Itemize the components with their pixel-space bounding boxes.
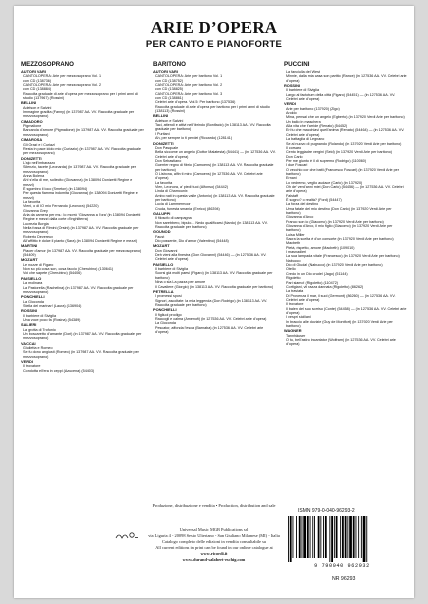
catalog-entry: CANTOLOPERA: Arie per mezzosoprano Vol. 1	[23, 74, 102, 79]
catalog-entry: Cruda, funesta smania (Enrico) (86394)	[155, 206, 220, 211]
catalog-entry: Vieni, o di IO mio Fernando (Leonora) (54220)	[23, 204, 99, 209]
catalog-entry: Un boscaretto d’amante (Dori) (in 137987 AA. VV. Raccolta graduale per mezzosoprano)	[23, 331, 142, 341]
composer-heading: DONIZETTI	[153, 140, 174, 146]
catalog-entry: Lucia di Lammermoor	[155, 202, 191, 207]
catalog-entry: Giovanna d’Arco	[286, 215, 314, 220]
catalog-entry: È sogno? o realtà? (Ford) (54447)	[286, 197, 342, 202]
composer-heading: AUTORI VARI	[21, 69, 46, 74]
barcode-bar	[296, 516, 297, 558]
composer-heading: PAISIELLO	[153, 261, 174, 267]
catalog-entry: Franco son io (Giacomo) (in 137920 Verdi Arie per baritono)	[286, 219, 384, 224]
catalog-entry: Per questa fiamma indomita (Giovanna) (in 138094 Donizetti Regine e mezzi)	[23, 191, 138, 200]
catalog-entry: Se al nuovo dì pugnando (Rolando) (in 137920 Verdi Arie per baritono)	[286, 141, 402, 146]
barcode-bar	[349, 516, 352, 558]
catalog-entry: con CD (138752)	[155, 78, 184, 83]
catalog-entry: Roberto Devereux	[23, 234, 53, 239]
column-heading: MEZZOSOPRANO	[21, 61, 74, 68]
composer-heading: BELLINI	[21, 100, 37, 106]
barcode-bar	[290, 516, 292, 562]
barcode-bars	[286, 516, 398, 562]
catalog-entry: Nella fossa di Rimini (Orsini) (in 137987 AA. VV. Raccolta graduale per mezzosoprano)	[23, 226, 139, 235]
catalog-entry: Don Sebastiano	[155, 158, 182, 163]
composer-heading: MARTINI	[21, 243, 38, 249]
barcode-bar	[318, 516, 320, 558]
catalog-entry: La sua lampada vitale (Francesco) (in 137920 Verdi Arie per baritono)	[286, 254, 400, 259]
website-durand[interactable]: www.durand-salabert-eschig.com	[182, 557, 246, 562]
composer-heading: CIMAROSA	[21, 137, 43, 143]
composer-heading: GOUNOD	[153, 229, 171, 235]
catalog-entry: Voi che sapete (Cherubino) (54406)	[23, 271, 82, 276]
catalog-entry: CANTOLOPERA: Arie per baritono Vol. 3	[155, 91, 223, 96]
composer-heading: AUTORI VARI	[153, 69, 178, 74]
catalog-entry: Il figliuol prodigo	[155, 312, 182, 317]
baritono-column	[153, 61, 276, 496]
catalog-entry: Il balen del suo sorriso (Conte) (54458) — (in 127536 AA. VV. Celebri arie d’opera)	[286, 306, 407, 315]
composer-heading: GALUPPI	[153, 211, 171, 216]
catalog-entry: Anna Bolena	[23, 173, 45, 178]
catalog-entry: Un ballo in maschera	[286, 119, 321, 124]
catalog-entry: L’ajo nell’imbarazzo	[23, 160, 56, 165]
composer-heading: PONCHIELLI	[21, 294, 45, 300]
catalog-entry: con CD (138884)	[23, 87, 52, 92]
catalog-entry: Don Carlo	[286, 154, 303, 159]
barcode-bar	[312, 516, 313, 558]
catalog-entry: Barcarola d’amore (Pigmalione) (in 137987 AA. VV. Raccolta graduale per mezzosoprano)	[23, 128, 144, 137]
catalog-note-en: All current editions in print can be found in our online catalogue at	[155, 545, 273, 550]
composer-heading: WAGNER	[284, 328, 302, 334]
catalog-entry: Raccolta graduale di arie d’opera per baritono per i primi anni di studio (138113) (Rossini)	[155, 104, 270, 114]
catalog-entry: Giovanna d’Arco, il mio figlio (Giacomo) (in 137920 Verdi Arie per baritono)	[286, 224, 393, 233]
catalog-entry: CANTOLOPERA: Arie per baritono Vol. 1	[155, 74, 223, 79]
catalog-entry: Linda di Chamounix	[155, 189, 188, 194]
composer-heading: VACCAI	[21, 340, 36, 346]
catalog-entry: Il barbiere di Siviglia	[23, 313, 56, 318]
catalog-entry: Scorsi già molti paesi (Figaro) (in 138113 AA. VV. Raccolta graduale per baritono)	[155, 271, 273, 280]
catalog-entry: Stella del marinar! (Laura) (136904)	[23, 303, 82, 308]
catalog-entry: Macbeth	[286, 241, 301, 246]
catalog-entry: I masnadieri	[286, 250, 307, 255]
catalog-entry: La battaglia di Legnano	[286, 137, 325, 142]
barcode-bar	[325, 516, 327, 558]
catalog-entry: Raccolta graduale di arie d’opera per mezzosoprano per i primi anni di studio (137967) (Rossini)	[23, 91, 138, 101]
catalog-entry: Il Cavaliere (Giorgio) (in 138113 AA. VV. Raccolta graduale per baritono)	[155, 284, 274, 289]
catalog-entry: Largo al factotum della città (Figaro) (54451) — (in 127536 AA. VV. Celebri arie d’opera)	[286, 92, 396, 102]
catalog-entry: Alla vita che t’arride (Renato) (54452)	[286, 124, 348, 129]
catalog-note-it: Catalogo completo delle edizioni in vendita consultabile su	[161, 539, 266, 544]
catalog-entry: La Gioconda	[155, 321, 176, 326]
catalog-entry: Eri tu che macchiavi quell’anima (Renato) (54464) — (in 127536 AA. VV. Celebri arie d’opera)	[286, 128, 405, 137]
catalog-entry: Se fu dono angiusti (Romeo) (in 137987 AA. VV. Raccolta graduale per mezzosoprano)	[23, 350, 139, 359]
catalog-entry: Celebri arie d’opera. Vol.5: Per baritono (137536)	[155, 100, 236, 105]
composer-heading: BELLINI	[153, 113, 169, 119]
barcode-bar	[345, 516, 347, 558]
composer-heading: VERDI	[21, 359, 33, 364]
catalog-entry: Luisa Miller	[286, 232, 305, 237]
catalog-entry: O vecchio cor che batti (Francesco Foscari) (in 137920 Verdi Arie per baritono)	[286, 167, 399, 176]
production-line: Produzione, distribuzione e vendita • Production, distribution and sale	[152, 503, 276, 508]
catalog-entry: Mina, pensai che un angelo (Egberto) (in 137920 Verdi Arie per baritono)	[286, 115, 405, 120]
barcode-number: 9 790040 962932	[314, 563, 370, 569]
catalog-entry: Adelson e Salvini	[23, 105, 52, 110]
barcode-bar	[329, 516, 330, 562]
catalog-entry: Il filosofo di campagna	[155, 216, 192, 221]
composer-heading: DONIZETTI	[21, 155, 42, 161]
catalog-entry: Vien, Leonora, a’ piedi tuoi (Alfonso) (54442)	[155, 184, 228, 189]
composer-heading: PAISIELLO	[21, 275, 42, 281]
barcode-bar	[334, 516, 335, 558]
catalog-entry: Piacer d’amor (in 137987 AA. VV. Raccolta graduale per mezzosoprano) (54409)	[23, 248, 142, 258]
publisher-address: via Liguria 4 - 20098 Sesto Ulteriano - San Giuliano Milanese (MI) - Italia	[148, 533, 280, 538]
barcode-bar	[363, 516, 366, 562]
catalog-page	[14, 6, 414, 598]
catalog-entry: Adelson e Salvini	[155, 118, 184, 123]
catalog-entry: La favorita	[23, 199, 41, 204]
catalog-entry: La Gioconda	[23, 299, 44, 304]
catalog-entry: In braccio alle dovizie (Guy de Montfort) (in 137920 Verdi Arie per baritono)	[286, 319, 393, 328]
catalog-entry: Pescator, affonda l’esca (Barnaba) (in 127536 AA. VV. Celebri arie d’opera)	[155, 325, 264, 334]
catalog-entry: Non so più cosa son, cosa faccio (Cherubino) (130641)	[23, 267, 114, 272]
catalog-entry: Bella siccome un angelo (Dottor Malatesta) (54441) — (in 127536 AA. VV. Celebri arie d’opera)	[155, 150, 276, 159]
catalog-entry: Tannhäuser	[286, 333, 306, 338]
catalog-entry: Minnie, dalla mia casa son partito (Rance) (in 127536 AA. VV. Celebri arie d’opera)	[286, 74, 407, 83]
barcode-bar	[336, 516, 338, 558]
catalog-entry: O tu, bell’astro incantator (Wolfram) (in 127536 AA. VV. Celebri arie d’opera)	[286, 337, 396, 347]
catalog-entry: Pari siamo! (Rigoletto) (110472)	[286, 280, 338, 285]
catalog-entry: Dio possente, Dio d’amor (Valentino) (54448)	[155, 239, 229, 244]
catalog-entry: Ah! s’ella di me, sollecito (Giovanna) (in 138094 Donizetti Regine e mezzi)	[23, 178, 133, 187]
catalog-entry: Rigoletto	[286, 276, 301, 281]
barcode-bar	[331, 516, 333, 562]
publisher-name: Universal Music MGB Publications srl	[179, 527, 249, 532]
website-ricordi[interactable]: www.ricordi.it	[200, 551, 228, 556]
catalog-entry: Sacra la scelta è d’un consorte (in 137920 Verdi Arie per baritono)	[286, 237, 394, 242]
catalog-entry: Cortigiani, vil razza dannata (Rigoletto) (86262)	[286, 284, 364, 289]
barcode-bar	[358, 516, 359, 558]
barcode-bar	[356, 516, 357, 558]
barcode-bar	[299, 516, 301, 558]
catalog-entry: Il trovatore	[286, 302, 304, 307]
catalog-entry: Aroldo	[286, 111, 297, 116]
catalog-entry: Signori, ascoltate: la mia leggenda (Don Rodrigo) (in 138113 AA. VV. Raccolta graduale per baritono)	[155, 298, 268, 307]
catalog-entry: I vespri siciliani	[286, 315, 311, 320]
composer-heading: SALIERI	[21, 322, 37, 328]
catalog-entry: Deh vieni alla finestra (Don Giovanni) (54446) — (in 127536 AA. VV. Celebri arie d’opera)	[155, 253, 267, 262]
catalog-number: NR 96293	[332, 576, 356, 582]
barcode-bar	[307, 516, 309, 558]
catalog-entry: Taci, attendi e attivi nell’ibrindo (Bonifacio) (in 138113 AA. VV. Raccolta graduale per baritono)	[155, 123, 271, 132]
catalog-entry: con CD (138736)	[23, 78, 52, 83]
ismn-code: ISMN 979-0-040-96293-2	[298, 508, 355, 514]
barcode-bar	[323, 516, 324, 558]
catalog-entry: Otello	[286, 267, 296, 272]
composer-heading: VERDI	[284, 101, 296, 107]
catalog-entry: Silenzio, tacete (Leonarda) (in 137987 AA. VV. Raccolta graduale per mezzosoprano)	[23, 165, 137, 174]
catalog-entry: Gli Orazi e i Curiazi	[23, 142, 55, 147]
barcode-bar	[347, 516, 348, 558]
catalog-entry: con CD (138861)	[155, 96, 184, 101]
catalog-entry: Di Provenza il mar, il suol (Germont) (86260) — (in 127536 AA. VV. Celebri arie d’opera)	[286, 293, 396, 302]
catalog-entry: La traviata	[286, 289, 304, 294]
catalog-entry: La fanciulla del West	[286, 70, 320, 74]
catalog-entry: Pigmalione	[23, 124, 42, 129]
catalog-entry: Condotta ell’era in ceppi (Azucena) (54403)	[23, 368, 95, 373]
barcode-bar	[310, 516, 311, 558]
catalog-entry: Una voce poco fa (Rosina) (54389)	[23, 317, 81, 322]
catalog-entry: Credo in un Dio crudel (Jago) (51144)	[286, 271, 348, 276]
column-heading: PUCCINI	[284, 61, 310, 68]
catalog-entry: Il corsaro	[286, 145, 302, 150]
barcode-bar	[361, 516, 362, 558]
catalog-entry: Don Pasquale	[155, 145, 179, 150]
barcode-bar	[320, 516, 321, 558]
catalog-entry: Lo vedremo, veglio audace (Carlo) (in 137920)	[286, 180, 363, 185]
catalog-entry: Oh de’ verd’anni miei (Don Carlo) (54456) — (in 127536 AA. VV. Celebri arie d’opera)	[286, 184, 404, 194]
catalog-entry: Il barbiere di Siviglia	[155, 267, 188, 272]
catalog-entry: Resta in pace idolo mio (Curiazio) (in 137987 AA. VV. Raccolta graduale per mezzosoprano)	[23, 146, 141, 156]
catalog-entry: O Lisbona, alfin ti miro (Camoens) (in 127536 AA. VV. Celebri arie d’opera)	[155, 171, 263, 181]
catalog-entry: La forza del destino	[286, 202, 319, 207]
catalog-entry: Falstaff	[286, 193, 299, 198]
barcode-bar	[302, 516, 303, 558]
page-title: ARIE D’OPERA	[150, 18, 278, 37]
third-column	[284, 61, 407, 496]
page-subtitle: PER CANTO E PIANOFORTE	[145, 39, 283, 50]
catalog-entry: Nina o sia La pazza per amore	[155, 280, 206, 285]
catalog-entry: La Pastorella (Rachelina) (in 137987 AA. VV. Raccolta graduale per mezzosoprano)	[23, 285, 134, 294]
composer-heading: PONCHIELLI	[153, 307, 177, 313]
catalog-entry: Dio di Giuda! (Nabucco) (in 137920 Verdi Arie per baritono)	[286, 263, 383, 268]
catalog-entry: Giulietta e Romeo	[23, 345, 53, 350]
composer-heading: MOZART	[153, 243, 170, 249]
catalog-entry: Lucrezia Borgia	[23, 221, 49, 226]
publisher-logo	[115, 531, 139, 539]
catalog-entry: Immagine gradita (Fanny) (in 137987 AA. VV. Raccolta graduale per mezzosoprano)	[23, 110, 135, 119]
catalog-columns	[21, 61, 407, 496]
barcode-bar	[353, 516, 355, 558]
catalog-entry: Il barbiere di Siviglia	[286, 88, 319, 93]
catalog-entry: La molinara	[23, 281, 43, 286]
catalog-entry: Aria da camera per ms.: Io morrò ‘Giovanna a l’ora’ (in 138094 Donizetti Regine e mezzi dalla corte d’Inghilterra)	[23, 213, 141, 222]
catalog-entry: È sgombro il loco (Smeton) (in 138094)	[23, 186, 88, 191]
catalog-entry: Per me giunto è il dì supremo (Rodrigo) (110060)	[286, 158, 367, 163]
barcode-bar	[288, 516, 289, 562]
catalog-entry: Le nozze di Figaro	[23, 262, 54, 267]
composer-heading: PETRELLA	[153, 288, 174, 294]
barcode-bar	[303, 516, 306, 558]
catalog-entry: All’afflitto è dolce il pianto (Sara) (in 138094 Donizetti Regine e mezzi)	[23, 239, 138, 244]
catalog-entry: Non sarebbero, bipulo... Nedo qualificarsi (Nardo) (in 138113 AA. VV. Raccolta graduale per baritono)	[155, 220, 268, 230]
composer-heading: MOZART	[21, 257, 38, 263]
catalog-entry: Ambo nati in questa valle (Antonio) (in 138113 AA. VV. Raccolta graduale per baritono)	[155, 193, 275, 202]
catalog-entry: con CD (138825)	[155, 87, 184, 92]
catalog-entry: I due Foscari	[286, 163, 308, 168]
catalog-entry: Don Giovanni	[155, 248, 178, 253]
barcode-bar	[342, 516, 344, 558]
composer-heading: ROSSINI	[284, 83, 300, 89]
catalog-entry: Ernani	[286, 176, 297, 181]
catalog-entry: La grotta di Trofonio	[23, 327, 56, 332]
catalog-entry: Giovanna Grey	[23, 208, 48, 213]
barcode-bar	[293, 516, 294, 558]
catalog-entry: La favorita	[155, 180, 173, 185]
catalog-entry: Pietà, rispetto, amore (Macbeth) (109010)	[286, 245, 355, 250]
catalog-entry: Urna fatale del mio destino (Don Carlo) (in 137920 Verdi Arie per baritono)	[286, 206, 392, 215]
catalog-entry: I promessi sposi	[155, 294, 182, 299]
catalog-entry: Raccogli e calma (Amenofi) (in 127536 AA. VV. Celebri arie d’opera)	[155, 316, 267, 321]
barcode-bar	[314, 516, 315, 558]
catalog-entry: Ah, per sempre io ti perdei (Riccardo) (128141)	[155, 136, 233, 141]
catalog-entry: Il trovatore	[23, 364, 41, 369]
barcode	[286, 516, 398, 570]
catalog-entry: Arie per baritono (137920) (Zigo)	[286, 106, 340, 111]
catalog-entry: Guerrier regno di fibrio (Camoens) (in 138113 AA. VV. Raccolta graduale per baritono)	[155, 163, 274, 172]
composer-heading: CIMADORO	[21, 118, 43, 124]
composer-heading: ROSSINI	[21, 308, 37, 314]
catalog-entry: Nabucco	[286, 258, 301, 263]
mezzosoprano-column	[21, 61, 144, 496]
barcode-bar	[366, 516, 367, 562]
catalog-entry: Cento leggiadre vergini (Seid) (in 137920 Verdi Arie per baritono)	[286, 150, 392, 155]
catalog-entry: I Puritani	[155, 131, 170, 136]
barcode-bar	[340, 516, 341, 558]
catalog-entry: Faust	[155, 234, 165, 239]
catalog-entry: CANTOLOPERA: Arie per baritono Vol. 2	[155, 83, 223, 88]
column-heading: BARITONO	[153, 61, 186, 68]
catalog-entry: CANTOLOPERA: Arie per mezzosoprano Vol. 2	[23, 83, 102, 88]
